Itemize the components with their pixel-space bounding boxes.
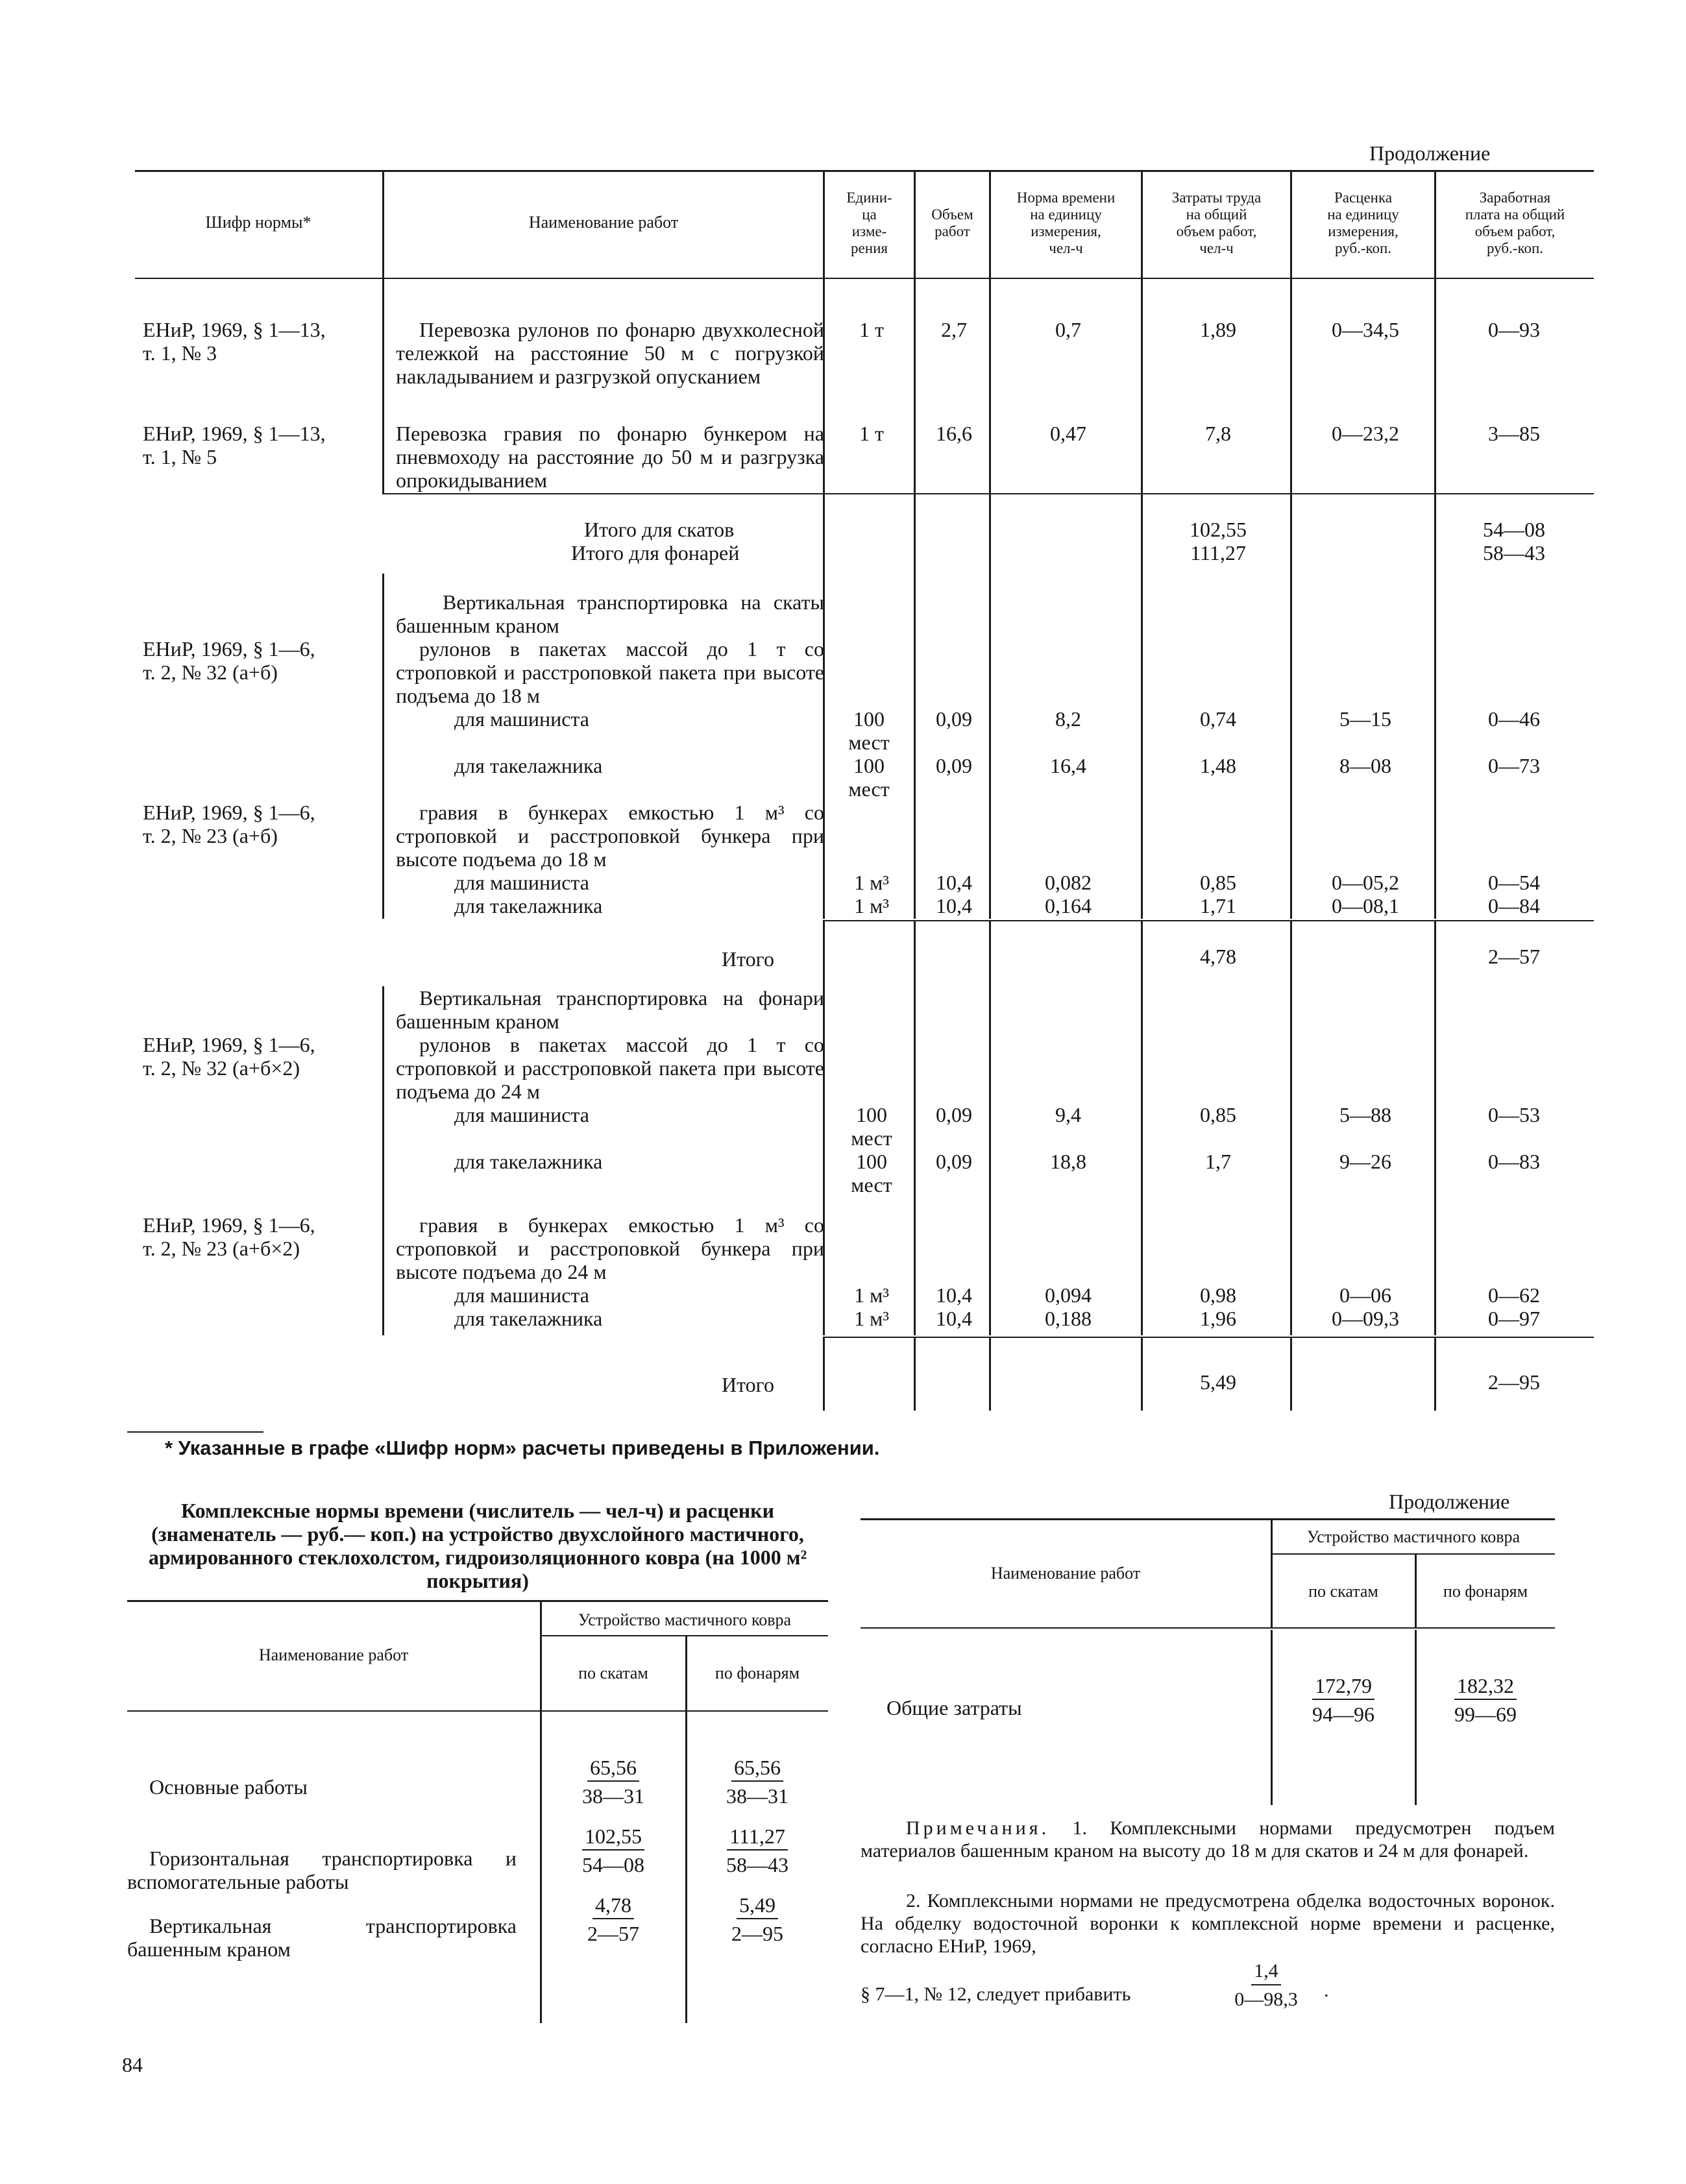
note-2-tail: § 7—1, № 12, следует прибавить [861, 1984, 1131, 2005]
head-group: Устройство мастичного ковра [1306, 1527, 1521, 1546]
col-divider [1141, 921, 1143, 986]
section-intro: Вертикальная транспортировка на скаты башенным краном [396, 590, 824, 637]
denominator: 2—95 [731, 1922, 783, 1945]
header-rate: Расценка на единицу измерения, руб.-коп. [1327, 189, 1399, 256]
head-slopes: по скатам [1308, 1582, 1378, 1601]
unit: 1 м³ [854, 894, 889, 917]
payment: 0—53 [1488, 1103, 1540, 1126]
col-divider [989, 279, 991, 493]
unit: 100 мест [848, 754, 890, 801]
labor-cost: 0,98 [1200, 1283, 1236, 1307]
col-divider [989, 1338, 991, 1411]
col-divider [989, 574, 991, 919]
rate: 0—34,5 [1332, 318, 1399, 341]
role-label: для машиниста [454, 1283, 589, 1307]
col-divider [914, 279, 916, 493]
subtotal-slopes-label: Итого для скатов [584, 518, 735, 541]
col-divider [1290, 574, 1292, 919]
header-code: Шифр нормы* [205, 213, 312, 232]
payment: 0—84 [1488, 894, 1540, 917]
notes-heading: Примечания. [906, 1817, 1050, 1839]
col-divider [914, 494, 916, 574]
col-divider [1141, 1338, 1143, 1411]
unit: 1 т [859, 318, 884, 341]
time-norm: 16,4 [1050, 754, 1086, 777]
unit: 1 м³ [854, 1307, 889, 1330]
time-norm: 0,188 [1045, 1307, 1092, 1330]
col-divider [989, 921, 991, 986]
general-lanterns-value [1416, 1674, 1555, 1726]
col-divider [1141, 494, 1143, 574]
time-norm: 0,47 [1050, 422, 1086, 445]
rate: 0—09,3 [1332, 1307, 1399, 1330]
payment: 0—73 [1488, 754, 1540, 777]
norm-code: ЕНиР, 1969, § 1—13, т. 1, № 5 [143, 422, 326, 468]
time-norm: 8,2 [1055, 707, 1081, 731]
table-top-rule [127, 1600, 828, 1602]
denominator: 54—08 [582, 1853, 644, 1876]
volume: 0,09 [936, 1150, 972, 1173]
denominator: 58—43 [726, 1853, 788, 1876]
total-cost: 5,49 [1200, 1370, 1236, 1394]
head-slopes: по скатам [578, 1664, 648, 1682]
payment: 0—97 [1488, 1307, 1540, 1330]
volume: 10,4 [936, 894, 972, 917]
complex-slopes-value [541, 1893, 685, 1945]
denominator: 38—31 [726, 1784, 788, 1808]
continued-label: Продолжение [1369, 141, 1491, 165]
header-payment: Заработная плата на общий объем работ, руб.-коп. [1465, 189, 1565, 256]
role-label: для машиниста [454, 707, 589, 731]
col-divider [823, 1338, 825, 1411]
head-group: Устройство мастичного ковра [578, 1610, 792, 1629]
labor-cost: 1,89 [1200, 318, 1236, 341]
head-lanterns: по фонарям [1443, 1582, 1528, 1601]
subtotal-lanterns-label: Итого для фонарей [571, 541, 740, 564]
header-rule [861, 1627, 1555, 1629]
payment: 0—62 [1488, 1283, 1540, 1307]
labor-cost: 1,96 [1200, 1307, 1236, 1330]
denominator: 2—57 [587, 1922, 639, 1945]
denominator: 99—69 [1454, 1703, 1517, 1726]
rate: 0—08,1 [1332, 894, 1399, 917]
col-divider [823, 494, 825, 574]
total-label: Итого [722, 1373, 774, 1396]
complex-lanterns-value [687, 1825, 828, 1876]
header-sub-rule [540, 1635, 828, 1636]
volume: 10,4 [936, 1283, 972, 1307]
header-rule [127, 1710, 828, 1712]
complex-row-name: Основные работы [149, 1775, 308, 1799]
table-top-rule [861, 1518, 1555, 1520]
numerator: 111,27 [727, 1825, 788, 1850]
head-lanterns: по фонарям [715, 1664, 800, 1682]
complex-lanterns-value [687, 1756, 828, 1808]
row-rule [823, 920, 1594, 921]
norm-code: ЕНиР, 1969, § 1—6, т. 2, № 32 (а+б×2) [143, 1033, 315, 1080]
rate: 0—23,2 [1332, 422, 1399, 445]
total-pay: 2—95 [1488, 1370, 1540, 1394]
note-1: 1. Комплексными нормами предусмотрен подъем материалов башенным краном на высоту до 18 м для скатов и 24 м для фонарей. [861, 1817, 1556, 1862]
numerator: 182,32 [1454, 1674, 1517, 1700]
norm-code: ЕНиР, 1969, § 1—6, т. 2, № 23 (а+б×2) [143, 1213, 315, 1260]
header-name: Наименование работ [528, 213, 679, 232]
complex-row-name: Вертикальная транспортировка башенным краном [127, 1914, 517, 1961]
general-slopes-value [1272, 1674, 1415, 1726]
col-divider [382, 574, 384, 919]
time-norm: 0,094 [1045, 1283, 1092, 1307]
rate: 5—88 [1339, 1103, 1391, 1126]
header-labor-cost: Затраты труда на общий объем работ, чел-ч [1171, 189, 1262, 256]
norm-code: ЕНиР, 1969, § 1—13, т. 1, № 3 [143, 318, 326, 365]
rate: 5—15 [1339, 707, 1391, 731]
labor-cost: 0,85 [1200, 871, 1236, 894]
volume: 10,4 [936, 871, 972, 894]
rate: 0—05,2 [1332, 871, 1399, 894]
section-intro: Вертикальная транспортировка на фонари башенным краном [396, 986, 824, 1033]
total-pay: 2—57 [1488, 945, 1540, 968]
head-name: Наименование работ [990, 1564, 1141, 1583]
notes-block [861, 1817, 1555, 1862]
header-unit: Едини- ца изме- рения [846, 189, 892, 256]
unit: 100 мест [848, 707, 890, 754]
role-label: для такелажника [454, 894, 603, 917]
footnote-rule [127, 1431, 263, 1433]
work-name: гравия в бункерах емкостью 1 м³ со строповкой и расстроповкой бункера при высоте подъема до 24 м [396, 1213, 824, 1283]
work-name: рулонов в пакетах массой до 1 т со строповкой и расстроповкой пакета при высоте подъема до 24 м [396, 1033, 824, 1103]
time-norm: 0,164 [1045, 894, 1092, 917]
col-divider [1434, 494, 1436, 574]
work-name: Перевозка рулонов по фонарю двухколесной тележкой на расстояние 50 м с погрузкой накладыванием и разгрузкой опусканием [396, 318, 824, 388]
role-label: для такелажника [454, 754, 603, 777]
subtotal-slopes-cost: 102,55 [1190, 518, 1247, 541]
table-header-rule [135, 278, 1594, 279]
col-divider [1141, 574, 1143, 919]
unit: 1 м³ [854, 871, 889, 894]
denominator: 38—31 [582, 1784, 644, 1808]
role-label: для такелажника [454, 1150, 603, 1173]
complex-row-name: Горизонтальная транспортировка и вспомогательные работы [127, 1847, 517, 1893]
col-divider [1434, 921, 1436, 986]
denominator: 94—96 [1312, 1703, 1374, 1726]
volume: 0,09 [936, 1103, 972, 1126]
row-rule [382, 493, 1594, 494]
page-number: 84 [122, 2053, 143, 2076]
volume: 0,09 [936, 754, 972, 777]
col-divider [989, 494, 991, 574]
note-end: . [1324, 1980, 1329, 2001]
complex-table-title: Комплексные нормы времени (числитель — чел-ч) и расценки (знаменатель — руб.— коп.) на устройство двухслойного мастичного, армированного стеклохолстом, гидроизоляционного ковра (на 1000 м² покрытия) [148, 1499, 807, 1592]
total-label: Итого [722, 947, 774, 971]
role-label: для машиниста [454, 1103, 589, 1126]
unit: 100 мест [851, 1150, 892, 1196]
time-norm: 0,7 [1055, 318, 1081, 341]
col-divider [823, 921, 825, 986]
unit: 1 м³ [854, 1283, 889, 1307]
role-label: для такелажника [454, 1307, 603, 1330]
col-divider [1434, 574, 1436, 919]
numerator: 65,56 [731, 1756, 783, 1782]
labor-cost: 1,71 [1200, 894, 1236, 917]
labor-cost: 1,48 [1200, 754, 1236, 777]
numerator: 65,56 [587, 1756, 639, 1782]
continued-label: Продолжение [1389, 1490, 1510, 1513]
work-name: рулонов в пакетах массой до 1 т со строповкой и расстроповкой пакета при высоте подъема до 18 м [396, 637, 824, 707]
row-rule [823, 1337, 1594, 1338]
total-cost: 4,78 [1200, 945, 1236, 968]
time-norm: 9,4 [1055, 1103, 1081, 1126]
payment: 3—85 [1488, 422, 1540, 445]
table-top-rule [135, 170, 1594, 172]
complex-lanterns-value [687, 1893, 828, 1945]
labor-cost: 7,8 [1205, 422, 1231, 445]
time-norm: 0,082 [1045, 871, 1092, 894]
payment: 0—93 [1488, 318, 1540, 341]
complex-slopes-value [541, 1825, 685, 1876]
norm-code: ЕНиР, 1969, § 1—6, т. 2, № 32 (а+б) [143, 637, 315, 684]
complex-slopes-value [541, 1756, 685, 1808]
col-divider [1434, 279, 1436, 493]
norm-code: ЕНиР, 1969, § 1—6, т. 2, № 23 (а+б) [143, 801, 315, 847]
payment: 0—54 [1488, 871, 1540, 894]
header-time-norm: Норма времени на единицу измерения, чел-ч [1016, 189, 1116, 256]
unit: 1 т [859, 422, 884, 445]
header-sub-rule [1271, 1553, 1555, 1555]
labor-cost: 0,85 [1200, 1103, 1236, 1126]
footnote: * Указанные в графе «Шифр норм» расчеты приведены в Приложении. [165, 1437, 880, 1459]
numerator: 1,4 [1251, 1960, 1281, 1985]
col-divider [914, 1338, 916, 1411]
numerator: 102,55 [582, 1825, 644, 1850]
numerator: 4,78 [593, 1893, 634, 1919]
subtotal-slopes-pay: 54—08 [1483, 518, 1545, 541]
rate: 8—08 [1339, 754, 1391, 777]
col-divider [914, 921, 916, 986]
labor-cost: 1,7 [1205, 1150, 1231, 1173]
head-name: Наименование работ [258, 1645, 409, 1664]
col-divider [1290, 279, 1292, 493]
subtotal-lanterns-cost: 111,27 [1190, 541, 1246, 564]
rate: 9—26 [1339, 1150, 1391, 1173]
volume: 0,09 [936, 707, 972, 731]
payment: 0—83 [1488, 1150, 1540, 1173]
col-divider [1434, 1338, 1436, 1411]
note-2: 2. Комплексными нормами не предусмотрена обделка водосточных воронок. На обделку водосточной воронки к комплексной норме времени и расценке, согласно ЕНиР, 1969, [861, 1890, 1555, 1957]
role-label: для машиниста [454, 871, 589, 894]
rate: 0—06 [1339, 1283, 1391, 1307]
work-name: гравия в бункерах емкостью 1 м³ со строповкой и расстроповкой бункера при высоте подъема до 18 м [396, 801, 824, 871]
volume: 10,4 [936, 1307, 972, 1330]
numerator: 5,49 [737, 1893, 778, 1919]
payment: 0—46 [1488, 707, 1540, 731]
numerator: 172,79 [1312, 1674, 1374, 1700]
volume: 16,6 [936, 422, 972, 445]
general-cost-label: Общие затраты [886, 1696, 1022, 1719]
time-norm: 18,8 [1050, 1150, 1086, 1173]
unit: 100 мест [851, 1103, 892, 1150]
volume: 2,7 [941, 318, 967, 341]
subtotal-lanterns-pay: 58—43 [1483, 541, 1545, 564]
work-name: Перевозка гравия по фонарю бункером на пневмоходу на расстояние до 50 м и разгрузка опрокидыванием [396, 422, 824, 492]
note-fraction [1217, 1960, 1315, 2011]
denominator: 0—98,3 [1234, 1989, 1298, 2010]
header-volume: Объем работ [931, 206, 973, 239]
col-divider [1141, 279, 1143, 493]
labor-cost: 0,74 [1200, 707, 1236, 731]
